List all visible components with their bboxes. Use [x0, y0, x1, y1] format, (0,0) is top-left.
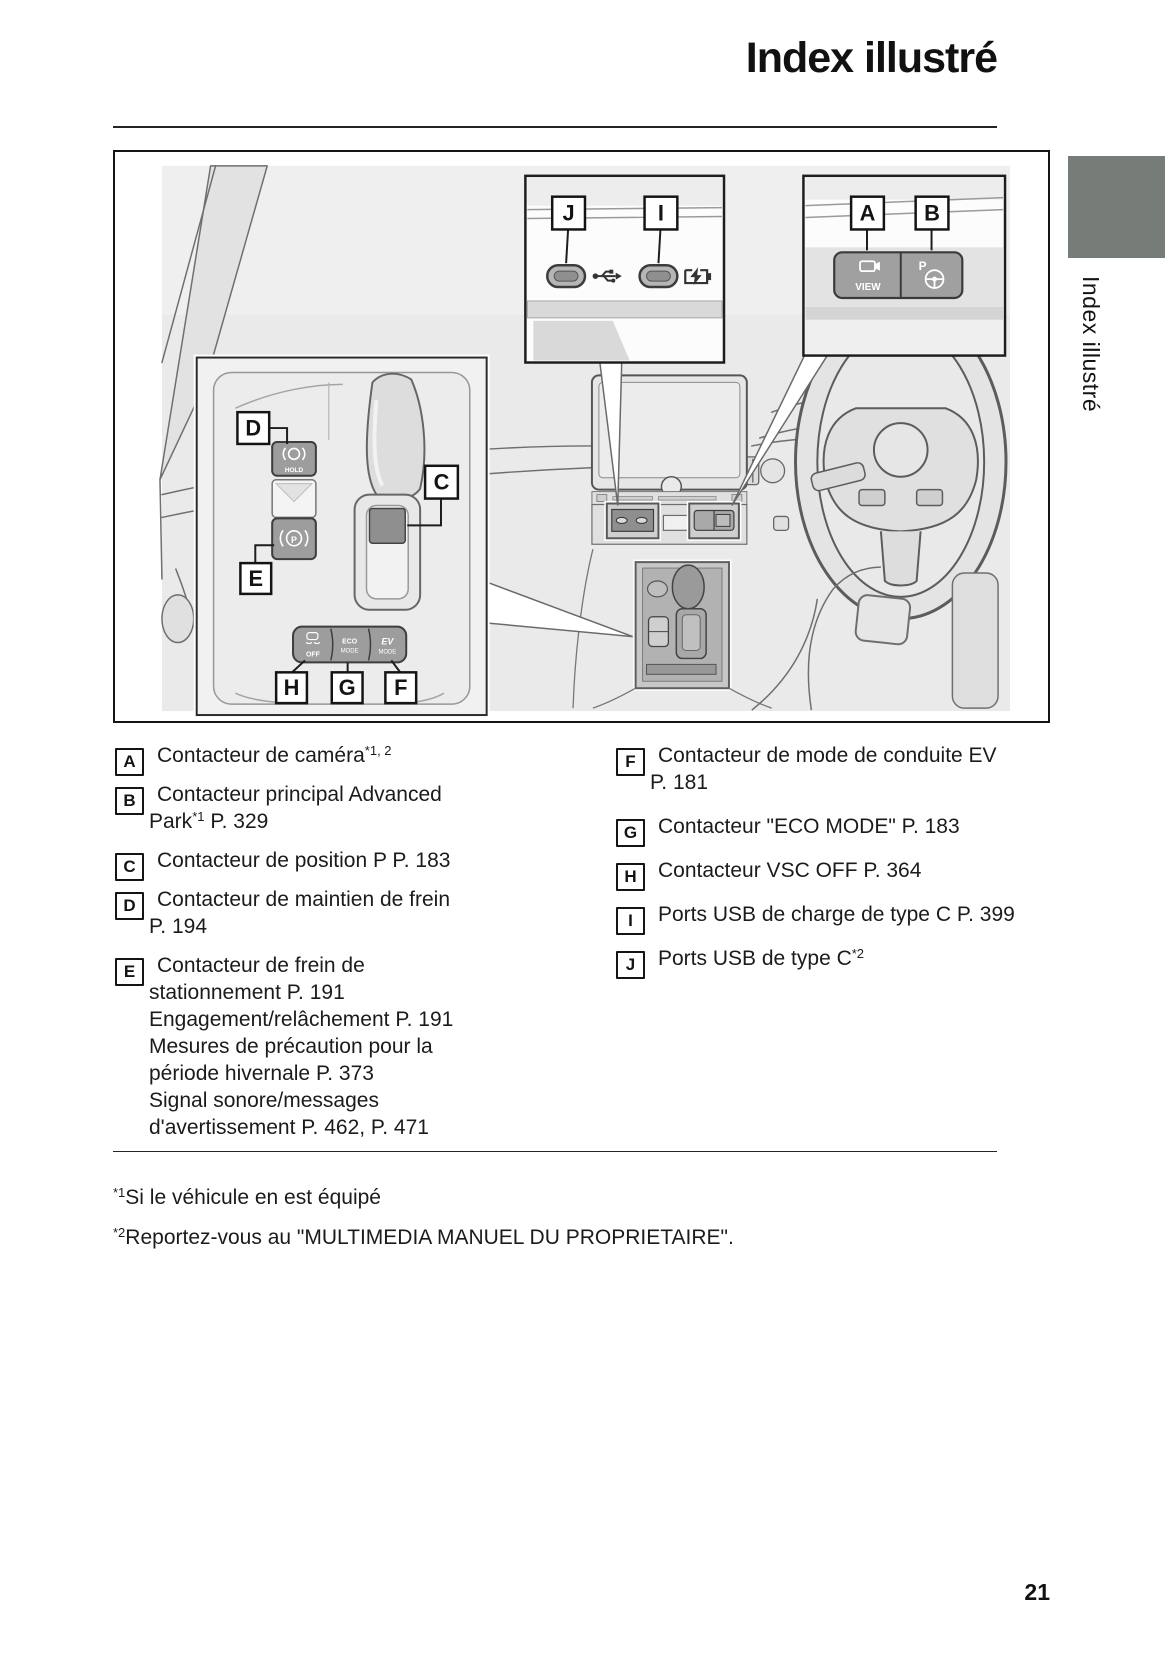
legend-line	[115, 781, 595, 808]
legend-item-I	[616, 901, 1066, 928]
footnote-marker: *2	[113, 1225, 126, 1240]
page-title: Index illustré	[745, 34, 997, 82]
callout-box-b	[916, 197, 949, 230]
legend-line	[149, 913, 595, 940]
legend-line	[115, 847, 595, 874]
legend-line	[616, 813, 1066, 840]
legend-item-E	[115, 952, 595, 1141]
legend-text: Contacteur de caméra	[157, 744, 365, 767]
footnote-2	[113, 1224, 734, 1251]
legend-item-J	[616, 945, 1066, 972]
legend-line	[616, 901, 1066, 928]
legend-text: Contacteur de maintien de frein	[157, 888, 451, 911]
callout-key-E: E	[115, 958, 144, 986]
svg-text:MODE: MODE	[378, 649, 397, 656]
callout-box-a	[851, 197, 884, 230]
legend-item-G	[616, 813, 1066, 840]
footnote-text: Si le véhicule en est équipé	[125, 1186, 381, 1209]
svg-text:EV: EV	[381, 636, 394, 647]
p-position-button	[369, 508, 405, 543]
legend-line	[616, 857, 1066, 884]
console-side-panel	[952, 573, 998, 708]
inset-shading	[533, 321, 629, 361]
usb-ports-highlight	[607, 504, 659, 539]
legend-text: P. 181	[650, 771, 709, 794]
svg-text:OFF: OFF	[305, 651, 320, 659]
callout-box-f	[385, 672, 416, 703]
page-number: 21	[1024, 1579, 1050, 1605]
legend-item-A	[115, 742, 595, 769]
title-divider	[113, 126, 997, 128]
legend-item-H	[616, 857, 1066, 884]
legend-text: Contacteur de mode de conduite EV	[658, 744, 997, 767]
legend-column-left	[115, 742, 595, 1153]
svg-text:I: I	[657, 200, 664, 226]
legend-line	[149, 1060, 595, 1087]
callout-box-d	[237, 412, 269, 444]
round-vent	[761, 459, 785, 483]
legend-text: Contacteur principal Advanced	[157, 783, 442, 806]
legend-item-F	[616, 742, 1066, 796]
legend-item-C	[115, 847, 595, 874]
steering-emblem	[874, 423, 928, 477]
legend-text: Ports USB de charge de type C P. 399	[658, 903, 1015, 926]
legend-item-B	[115, 781, 595, 835]
center-console	[636, 562, 729, 688]
lower-spoke	[881, 531, 921, 585]
callout-key-I: I	[616, 907, 645, 935]
svg-text:HOLD: HOLD	[284, 466, 304, 474]
legend-superscript: *2	[851, 946, 865, 961]
callout-box-g	[332, 672, 363, 703]
chapter-tab-label: Index illustré	[1078, 276, 1104, 413]
legend-line	[616, 742, 1066, 769]
drive-mode-buttons	[293, 627, 406, 663]
legend-text: Signal sonore/messages	[149, 1089, 379, 1112]
legend-text: Contacteur "ECO MODE" P. 183	[658, 815, 960, 838]
callout-key-D: D	[115, 892, 144, 920]
legend-text: Contacteur de position P P. 183	[157, 849, 451, 872]
legend-line	[149, 1006, 595, 1033]
legend-line	[115, 886, 595, 913]
console-tray	[647, 664, 717, 674]
accelerator-pedal	[855, 594, 911, 645]
brake-hold-button	[272, 442, 316, 476]
svg-text:F: F	[394, 675, 408, 701]
legend-text: Park	[149, 810, 193, 833]
legend-line	[149, 979, 595, 1006]
callout-box-h	[276, 672, 307, 703]
svg-text:J: J	[562, 200, 575, 226]
callout-key-B: B	[115, 787, 144, 815]
legend-text: d'avertissement P. 462, P. 471	[149, 1116, 429, 1139]
svg-text:B: B	[924, 200, 940, 226]
legend-superscript: *1, 2	[364, 743, 392, 758]
callout-box-e	[240, 563, 271, 594]
inset-usb-ports	[525, 176, 724, 363]
interior-illustration	[113, 150, 1050, 723]
svg-text:P: P	[918, 259, 927, 274]
legend-line	[149, 1114, 595, 1141]
callout-key-F: F	[616, 748, 645, 776]
legend-line	[650, 769, 1066, 796]
callout-box-i	[645, 197, 678, 230]
legend-text: Contacteur VSC OFF P. 364	[658, 859, 922, 882]
legend-text: P. 329	[204, 810, 269, 833]
svg-text:E: E	[248, 565, 264, 591]
footnote-1	[113, 1184, 381, 1211]
callout-key-G: G	[616, 819, 645, 847]
door-speaker	[162, 595, 194, 643]
svg-text:G: G	[338, 675, 356, 701]
small-switch	[774, 516, 789, 530]
footnote-marker: *1	[113, 1185, 126, 1200]
parking-brake-button	[272, 518, 316, 559]
inset-console	[197, 358, 487, 715]
footnote-divider	[113, 1151, 997, 1152]
wheel-switch-left	[859, 490, 885, 506]
inset-ab-buttons	[803, 176, 1005, 356]
legend-text: Contacteur de frein de	[157, 954, 365, 977]
callout-key-C: C	[115, 853, 144, 881]
legend-text: Engagement/relâchement P. 191	[149, 1008, 454, 1031]
svg-text:VIEW: VIEW	[855, 282, 881, 294]
legend-line	[616, 945, 1066, 972]
svg-text:MODE: MODE	[340, 648, 359, 655]
svg-text:P: P	[291, 534, 297, 545]
callout-key-A: A	[115, 748, 144, 776]
legend-text: Mesures de précaution pour la	[149, 1035, 433, 1058]
chapter-tab	[1068, 156, 1165, 258]
svg-text:D: D	[245, 415, 262, 441]
svg-text:A: A	[859, 200, 876, 226]
footnote-text: Reportez-vous au "MULTIMEDIA MANUEL DU PROPRIETAIRE".	[125, 1226, 734, 1249]
svg-text:H: H	[283, 675, 300, 701]
cup-holder	[648, 581, 668, 597]
svg-text:ECO: ECO	[342, 638, 358, 646]
legend-line	[149, 1087, 595, 1114]
center-tray	[663, 515, 689, 530]
console-shift-knob	[672, 565, 704, 609]
legend-line	[115, 742, 595, 769]
legend-line	[149, 1033, 595, 1060]
interior-illustration-svg	[115, 152, 1048, 721]
callout-key-J: J	[616, 951, 645, 979]
legend-text: P. 194	[149, 915, 208, 938]
svg-text:C: C	[433, 469, 450, 495]
legend-text: Ports USB de type C	[658, 947, 852, 970]
legend-superscript: *1	[192, 809, 205, 824]
legend-line	[149, 808, 595, 835]
callout-key-H: H	[616, 863, 645, 891]
legend-text: stationnement P. 191	[149, 981, 345, 1004]
legend-column-right	[616, 742, 1066, 989]
callout-box-j	[552, 197, 585, 230]
legend-text: période hivernale P. 373	[149, 1062, 374, 1085]
legend-item-D	[115, 886, 595, 940]
wheel-switch-right	[917, 490, 943, 506]
ab-buttons-highlight	[689, 504, 739, 539]
legend-line	[115, 952, 595, 979]
callout-box-c	[425, 466, 458, 499]
